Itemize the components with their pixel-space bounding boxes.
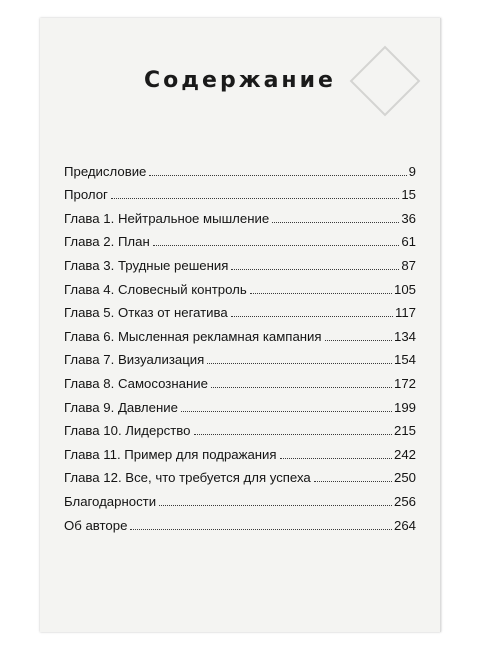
toc-entry: [64, 155, 416, 179]
dot-leader: [231, 269, 399, 270]
toc-entry: [64, 391, 416, 415]
toc-entry-title: Глава 2. План: [64, 234, 150, 250]
toc-entry: [64, 179, 416, 203]
dot-leader: [181, 411, 392, 412]
toc-entry-title: Глава 5. Отказ от негатива: [64, 305, 228, 321]
toc-entry-title: Глава 12. Все, что требуется для успеха: [64, 470, 311, 486]
dot-leader: [231, 316, 393, 317]
toc-entry: [64, 249, 416, 273]
toc-entry-page: 199: [393, 399, 416, 415]
toc-entry-title: Глава 3. Трудные решения: [64, 257, 229, 273]
dot-leader: [159, 505, 392, 506]
toc-entry: [64, 462, 416, 486]
toc-entry-page: 117: [394, 305, 416, 321]
dot-leader: [194, 434, 392, 435]
table-of-contents: [64, 155, 416, 533]
toc-entry: [64, 273, 416, 297]
toc-entry-title: Об авторе: [64, 517, 128, 533]
toc-entry-title: Глава 6. Мысленная рекламная кампания: [64, 328, 322, 344]
toc-entry-title: Глава 11. Пример для подражания: [64, 446, 277, 462]
dot-leader: [250, 293, 392, 294]
dot-leader: [149, 175, 406, 176]
dot-leader: [207, 363, 392, 364]
dot-leader: [211, 387, 392, 388]
toc-entry-page: 250: [393, 470, 416, 486]
book-page: [40, 18, 441, 632]
toc-entry-page: 87: [401, 257, 416, 273]
toc-entry: [64, 226, 416, 250]
toc-entry: [64, 202, 416, 226]
toc-entry: [64, 438, 416, 462]
toc-entry: [64, 367, 416, 391]
toc-entry-page: 9: [408, 163, 416, 179]
toc-entry-page: 256: [393, 493, 416, 509]
toc-entry-page: 61: [401, 234, 416, 250]
toc-entry-page: 15: [401, 187, 416, 203]
toc-entry-page: 36: [401, 210, 416, 226]
toc-entry-title: Предисловие: [64, 163, 147, 179]
toc-entry: [64, 297, 416, 321]
toc-entry: [64, 509, 416, 533]
toc-entry: [64, 344, 416, 368]
toc-entry-title: Глава 4. Словесный контроль: [64, 281, 247, 297]
toc-entry-page: 242: [393, 446, 416, 462]
toc-entry-title: Глава 7. Визуализация: [64, 352, 205, 368]
dot-leader: [153, 245, 400, 246]
toc-entry-page: 154: [393, 352, 416, 368]
page-title: Содержание: [144, 68, 336, 93]
toc-entry-page: 105: [393, 281, 416, 297]
toc-entry-page: 264: [393, 517, 416, 533]
toc-entry-title: Глава 1. Нейтральное мышление: [64, 210, 270, 226]
toc-entry-page: 172: [393, 375, 416, 391]
toc-entry: [64, 485, 416, 509]
toc-entry: [64, 415, 416, 439]
dot-leader: [280, 458, 392, 459]
toc-entry-page: 134: [393, 328, 416, 344]
toc-entry-title: Благодарности: [64, 493, 157, 509]
toc-entry: [64, 320, 416, 344]
toc-entry-title: Глава 10. Лидерство: [64, 423, 191, 439]
dot-leader: [325, 340, 392, 341]
toc-entry-title: Глава 8. Самосознание: [64, 375, 208, 391]
dot-leader: [111, 198, 399, 199]
toc-entry-title: Пролог: [64, 187, 108, 203]
toc-entry-title: Глава 9. Давление: [64, 399, 178, 415]
dot-leader: [130, 529, 392, 530]
toc-entry-page: 215: [393, 423, 416, 439]
dot-leader: [272, 222, 399, 223]
dot-leader: [314, 481, 392, 482]
